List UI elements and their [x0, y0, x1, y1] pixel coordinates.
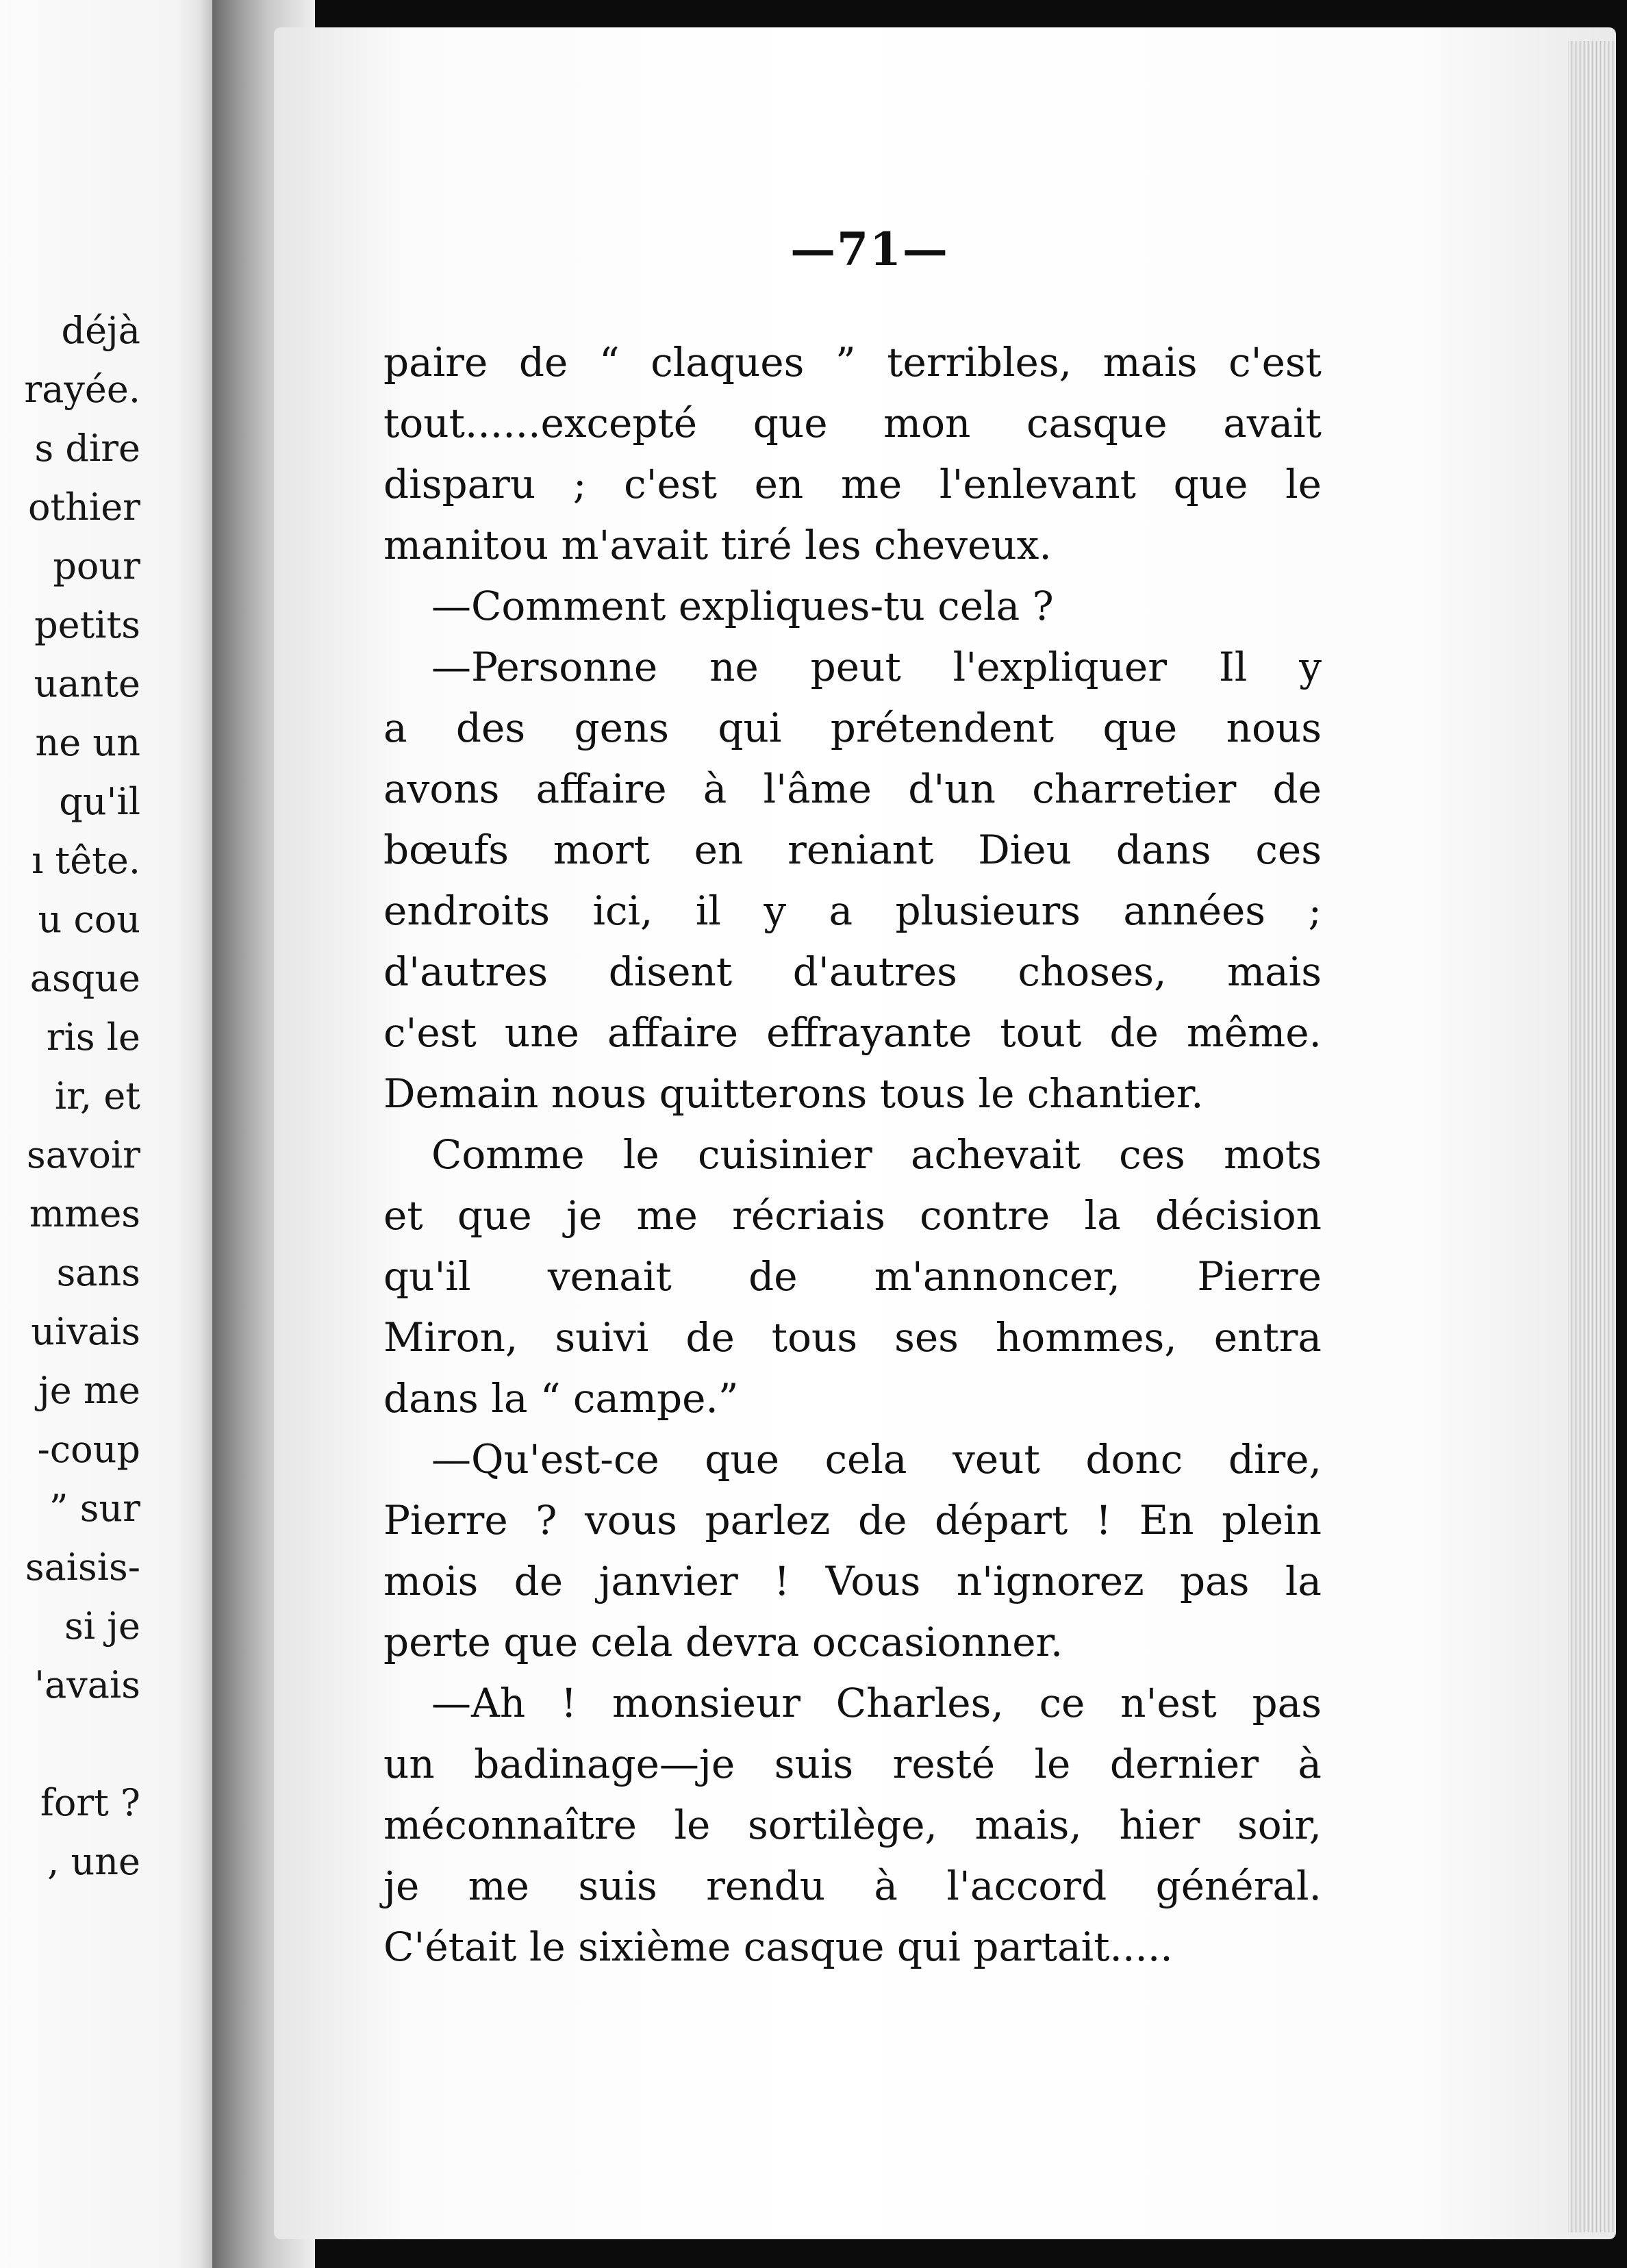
- text-line: Comme le cuisinier achevait ces mots: [431, 1131, 1322, 1178]
- text-line: Miron, suivi de tous ses hommes, entra: [383, 1314, 1322, 1361]
- left-line: je me: [38, 1369, 140, 1412]
- left-line: pour: [53, 544, 140, 588]
- left-line: , une: [47, 1840, 140, 1883]
- left-line: qu'il: [59, 780, 140, 823]
- left-line: -coup: [37, 1428, 140, 1471]
- left-line: rayée.: [24, 368, 140, 411]
- text-line: —Personne ne peut l'expliquer Il y: [431, 644, 1322, 690]
- text-line: perte que cela devra occasionner.: [383, 1619, 1063, 1665]
- text-line: disparu ; c'est en me l'enlevant que le: [383, 461, 1322, 507]
- left-line: ir, et: [54, 1074, 140, 1118]
- text-line: qu'il venait de m'annoncer, Pierre: [383, 1253, 1322, 1300]
- left-line: u cou: [38, 898, 140, 941]
- text-line: un badinage—je suis resté le dernier à: [383, 1741, 1322, 1787]
- left-line: ” sur: [49, 1487, 140, 1530]
- text-line: d'autres disent d'autres choses, mais: [383, 948, 1322, 995]
- text-line: paire de “ claques ” terribles, mais c'est: [383, 339, 1322, 386]
- text-line: a des gens qui prétendent que nous: [383, 705, 1322, 751]
- left-line: petits: [34, 603, 140, 646]
- left-line: asque: [29, 957, 140, 1000]
- text-line: avons affaire à l'âme d'un charretier de: [383, 766, 1322, 812]
- page-body-text: [383, 332, 1322, 1978]
- text-line: bœufs mort en reniant Dieu dans ces: [383, 827, 1322, 873]
- left-line: 'avais: [34, 1663, 140, 1706]
- text-line: et que je me récriais contre la décision: [383, 1192, 1322, 1239]
- left-line: ris le: [46, 1016, 140, 1059]
- text-line: —Comment expliques-tu cela ?: [431, 583, 1054, 629]
- left-line: ne un: [35, 721, 140, 764]
- text-line: méconnaître le sortilège, mais, hier soir,: [383, 1802, 1322, 1848]
- text-line: je me suis rendu à l'accord général.: [383, 1863, 1322, 1909]
- text-line: dans la “ campe.”: [383, 1375, 739, 1422]
- text-line: manitou m'avait tiré les cheveux.: [383, 522, 1052, 568]
- left-line: uante: [34, 662, 140, 705]
- left-line: s dire: [34, 427, 140, 470]
- left-line: si je: [64, 1604, 140, 1648]
- left-page: [0, 0, 226, 2268]
- page-number: —71—: [790, 223, 949, 276]
- left-line: othier: [27, 486, 140, 529]
- left-line: sans: [56, 1251, 140, 1294]
- text-line: C'était le sixième casque qui partait.....: [383, 1924, 1173, 1970]
- left-line: uivais: [31, 1310, 140, 1353]
- text-line: Pierre ? vous parlez de départ ! En plein: [383, 1497, 1322, 1544]
- left-line: savoir: [26, 1133, 140, 1176]
- text-line: endroits ici, il y a plusieurs années ;: [383, 887, 1322, 934]
- text-line: —Ah ! monsieur Charles, ce n'est pas: [431, 1680, 1322, 1726]
- text-line: —Qu'est-ce que cela veut donc dire,: [431, 1436, 1322, 1483]
- page-edges: [1568, 41, 1616, 2232]
- left-line: saisis-: [25, 1546, 140, 1589]
- text-line: Demain nous quitterons tous le chantier.: [383, 1070, 1204, 1117]
- left-page-text: [0, 301, 140, 1891]
- left-line: mmes: [29, 1192, 140, 1235]
- text-line: tout......excepté que mon casque avait: [383, 400, 1322, 446]
- left-line: ı tête.: [31, 839, 140, 882]
- left-line: [0, 1715, 140, 1774]
- left-line: déjà: [61, 309, 140, 352]
- left-line: fort ?: [40, 1781, 140, 1824]
- text-line: c'est une affaire effrayante tout de même.: [383, 1009, 1322, 1056]
- text-line: mois de janvier ! Vous n'ignorez pas la: [383, 1558, 1322, 1604]
